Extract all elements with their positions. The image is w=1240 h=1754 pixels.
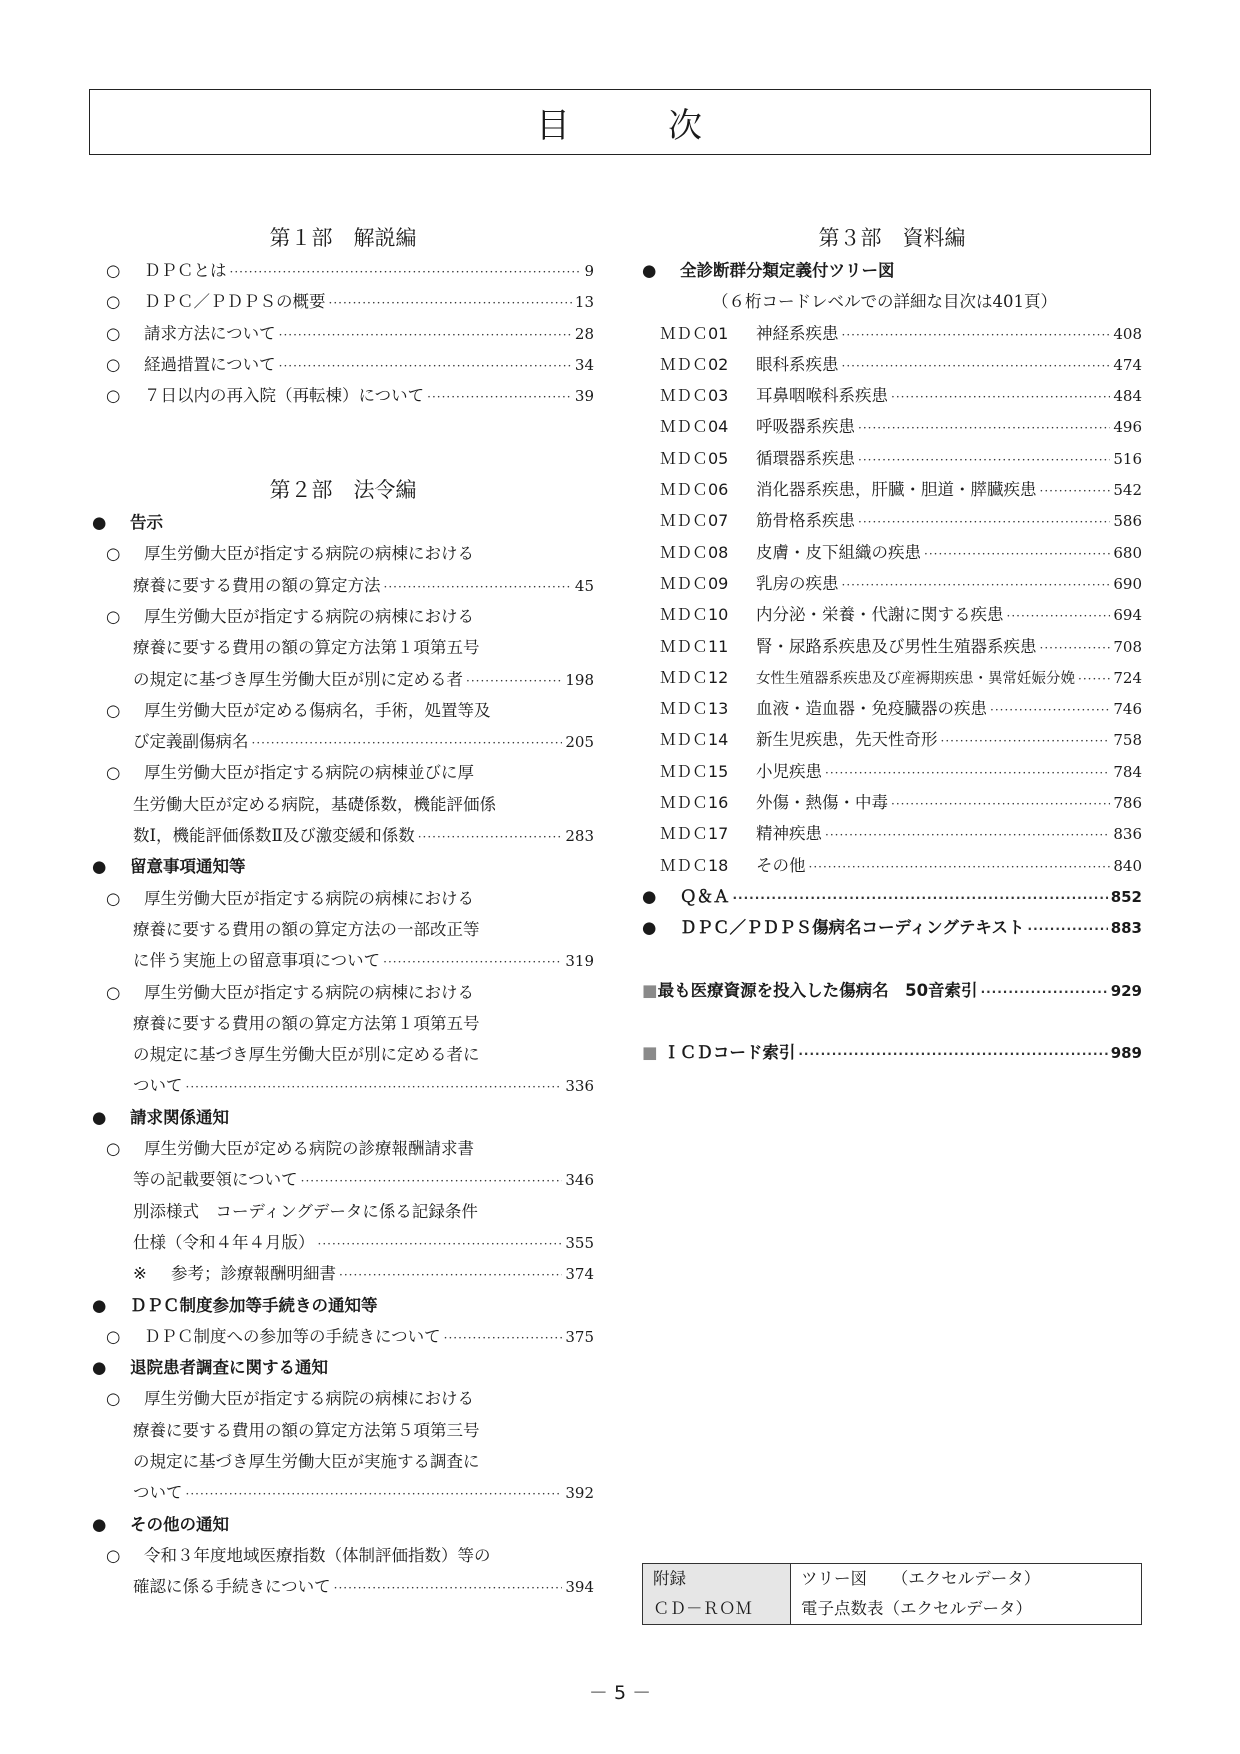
circle-icon: ○ [106, 1389, 121, 1409]
mdc-entry[interactable]: ＭＤＣ08 皮膚・皮下組織の疾患 ····· 680 [642, 537, 1142, 568]
circle-icon: ○ [106, 982, 121, 1002]
bullet-icon: ● [642, 261, 657, 280]
toc-entry-line[interactable]: ○ 厚生労働大臣が定める傷病名，手術，処置等及 [92, 695, 594, 726]
bullet-icon: ● [642, 918, 657, 938]
toc-entry[interactable]: ○ ＤＰＣ制度への参加等の手続きについて ····· 375 [92, 1321, 594, 1352]
title-char-1: 目 [536, 105, 572, 146]
toc-entry[interactable]: ついて ····· 392 [92, 1477, 594, 1508]
toc-entry[interactable]: ※ 参考；診療報酬明細書 ····· 374 [92, 1258, 594, 1289]
square-icon: ■ [642, 980, 658, 1000]
section-heading: ● 退院患者調査に関する通知 [92, 1352, 594, 1383]
section-heading: ● 留意事項通知等 [92, 851, 594, 882]
mdc-entry[interactable]: ＭＤＣ04 呼吸器系疾患 ····· 496 [642, 411, 1142, 442]
toc-entry-line[interactable]: ○ 厚生労働大臣が指定する病院の病棟並びに厚 [92, 757, 594, 788]
toc-entry[interactable]: ○ ７日以内の再入院（再転棟）について ····· 39 [92, 380, 594, 411]
mdc-entry[interactable]: ＭＤＣ07 筋骨格系疾患 ····· 586 [642, 505, 1142, 536]
bullet-icon: ● [92, 1358, 107, 1378]
toc-entry[interactable]: 確認に係る手続きについて ····· 394 [92, 1571, 594, 1602]
toc-entry-line: 療養に要する費用の額の算定方法第５項第三号 [133, 1420, 480, 1440]
section-heading: ● 全診断群分類定義付ツリー図 [642, 255, 1142, 286]
square-icon: ■ [642, 1043, 658, 1063]
index-50on-entry[interactable]: ■最も医療資源を投入した傷病名 50音索引 ····· 929 [642, 975, 1142, 1006]
appendix-contents: ツリー図 （エクセルデータ） 電子点数表（エクセルデータ） [801, 1569, 1041, 1618]
toc-entry-line: 生労働大臣が定める病院，基礎係数，機能評価係 [133, 794, 496, 814]
page-number: － 5 － [588, 1682, 652, 1704]
toc-entry[interactable]: の規定に基づき厚生労働大臣が別に定める者 ····· 198 [92, 664, 594, 695]
circle-icon: ○ [106, 544, 121, 564]
mdc-entry[interactable]: ＭＤＣ15 小児疾患 ····· 784 [642, 756, 1142, 787]
toc-entry-line[interactable]: ○ 厚生労働大臣が定める病院の診療報酬請求書 [92, 1133, 594, 1164]
mdc-entry[interactable]: ＭＤＣ03 耳鼻咽喉科系疾患 ····· 484 [642, 380, 1142, 411]
mdc-entry[interactable]: ＭＤＣ17 精神疾患 ····· 836 [642, 818, 1142, 849]
title-char-2: 次 [668, 105, 704, 146]
mdc-entry[interactable]: ＭＤＣ01 神経系疾患 ····· 408 [642, 318, 1142, 349]
circle-icon: ○ [106, 606, 121, 626]
page-title [89, 89, 1151, 155]
toc-entry-line[interactable]: ○ 厚生労働大臣が指定する病院の病棟における [92, 883, 594, 914]
right-column [642, 222, 1142, 1069]
toc-entry[interactable]: 数Ⅰ，機能評価係数Ⅱ及び激変緩和係数 ····· 283 [92, 820, 594, 851]
bullet-icon: ● [642, 886, 657, 906]
toc-entry-line: 療養に要する費用の額の算定方法第１項第五号 [133, 1013, 480, 1033]
toc-entry-line[interactable]: ○ 厚生労働大臣が指定する病院の病棟における [92, 601, 594, 632]
left-column [92, 222, 594, 1602]
toc-entry-line: 療養に要する費用の額の算定方法第１項第五号 [133, 638, 480, 658]
toc-entry[interactable]: ○ ＤＰＣ／ＰＤＰＳの概要 ····· 13 [92, 286, 594, 317]
mdc-entry[interactable]: ＭＤＣ14 新生児疾患，先天性奇形 ····· 758 [642, 724, 1142, 755]
mdc-entry[interactable]: ＭＤＣ06 消化器系疾患，肝臓・胆道・膵臓疾患 ····· 542 [642, 474, 1142, 505]
section-heading: ● 告示 [92, 507, 594, 538]
toc-entry[interactable]: ○ ＤＰＣとは ····· 9 [92, 255, 594, 286]
section-heading: ● 請求関係通知 [92, 1102, 594, 1133]
toc-entry[interactable]: ○ 経過措置について ····· 34 [92, 349, 594, 380]
toc-entry-line: 療養に要する費用の額の算定方法の一部改正等 [133, 919, 480, 939]
toc-entry[interactable]: ついて ····· 336 [92, 1070, 594, 1101]
toc-entry-line: 別添様式 コーディングデータに係る記録条件 [133, 1201, 478, 1221]
circle-icon: ○ [106, 1545, 121, 1565]
toc-entry-line[interactable]: ○ 厚生労働大臣が指定する病院の病棟における [92, 538, 594, 569]
part3-title: 第３部 資料編 [818, 226, 966, 250]
circle-icon: ○ [106, 1139, 121, 1159]
mdc-entry[interactable]: ＭＤＣ13 血液・造血器・免疫臓器の疾患 ····· 746 [642, 693, 1142, 724]
toc-entry-line: の規定に基づき厚生労働大臣が別に定める者に [133, 1045, 480, 1065]
toc-entry[interactable]: び定義副傷病名 ····· 205 [92, 726, 594, 757]
mdc-entry[interactable]: ＭＤＣ16 外傷・熱傷・中毒 ····· 786 [642, 787, 1142, 818]
toc-entry[interactable]: 等の記載要領について ····· 346 [92, 1164, 594, 1195]
toc-entry[interactable]: ○ 請求方法について ····· 28 [92, 318, 594, 349]
part2-title: 第２部 法令編 [269, 478, 417, 503]
mdc-entry[interactable]: ＭＤＣ11 腎・尿路系疾患及び男性生殖器系疾患 ····· 708 [642, 631, 1142, 662]
section-heading: ● その他の通知 [92, 1509, 594, 1540]
toc-entry[interactable]: 療養に要する費用の額の算定方法 ····· 45 [92, 570, 594, 601]
appendix-label: 附録 ＣＤ－ＲＯＭ [643, 1564, 791, 1624]
coding-text-entry[interactable]: ● ＤＰＣ／ＰＤＰＳ傷病名コーディングテキスト ····· 883 [642, 912, 1142, 943]
circle-icon: ○ [106, 888, 121, 908]
part1-title: 第１部 解説編 [269, 226, 417, 250]
toc-entry[interactable]: に伴う実施上の留意事項について ····· 319 [92, 945, 594, 976]
toc-entry[interactable]: 仕様（令和４年４月版） ····· 355 [92, 1227, 594, 1258]
mdc-entry[interactable]: ＭＤＣ02 眼科系疾患 ····· 474 [642, 349, 1142, 380]
bullet-icon: ● [92, 1295, 107, 1315]
toc-entry-line[interactable]: ○ 厚生労働大臣が指定する病院の病棟における [92, 1383, 594, 1414]
circle-icon: ○ [106, 1326, 121, 1346]
toc-entry-line: の規定に基づき厚生労働大臣が実施する調査に [133, 1451, 480, 1471]
mdc-entry[interactable]: ＭＤＣ09 乳房の疾患 ····· 690 [642, 568, 1142, 599]
circle-icon: ○ [106, 700, 121, 720]
toc-entry-line[interactable]: ○ 令和３年度地域医療指数（体制評価指数）等の [92, 1540, 594, 1571]
tree-note: （６桁コードレベルでの詳細な目次は401頁） [712, 292, 1057, 312]
bullet-icon: ● [92, 513, 107, 533]
mdc-entry[interactable]: ＭＤＣ18 その他 ····· 840 [642, 850, 1142, 881]
bullet-icon: ● [92, 1107, 107, 1127]
qa-entry[interactable]: ● Ｑ＆Ａ ····· 852 [642, 881, 1142, 912]
appendix-box [642, 1563, 1142, 1625]
mdc-entry[interactable]: ＭＤＣ05 循環器系疾患 ····· 516 [642, 443, 1142, 474]
circle-icon: ○ [106, 763, 121, 783]
bullet-icon: ● [92, 857, 107, 877]
bullet-icon: ● [92, 1514, 107, 1534]
icd-index-entry[interactable]: ■ ＩＣＤコード索引 ····· 989 [642, 1037, 1142, 1068]
toc-entry-line[interactable]: ○ 厚生労働大臣が指定する病院の病棟における [92, 977, 594, 1008]
section-heading: ● ＤＰＣ制度参加等手続きの通知等 [92, 1290, 594, 1321]
mdc-entry[interactable]: ＭＤＣ12 女性生殖器系疾患及び産褥期疾患・異常妊娠分娩 ····· 724 [642, 662, 1142, 693]
mdc-entry[interactable]: ＭＤＣ10 内分泌・栄養・代謝に関する疾患 ····· 694 [642, 599, 1142, 630]
